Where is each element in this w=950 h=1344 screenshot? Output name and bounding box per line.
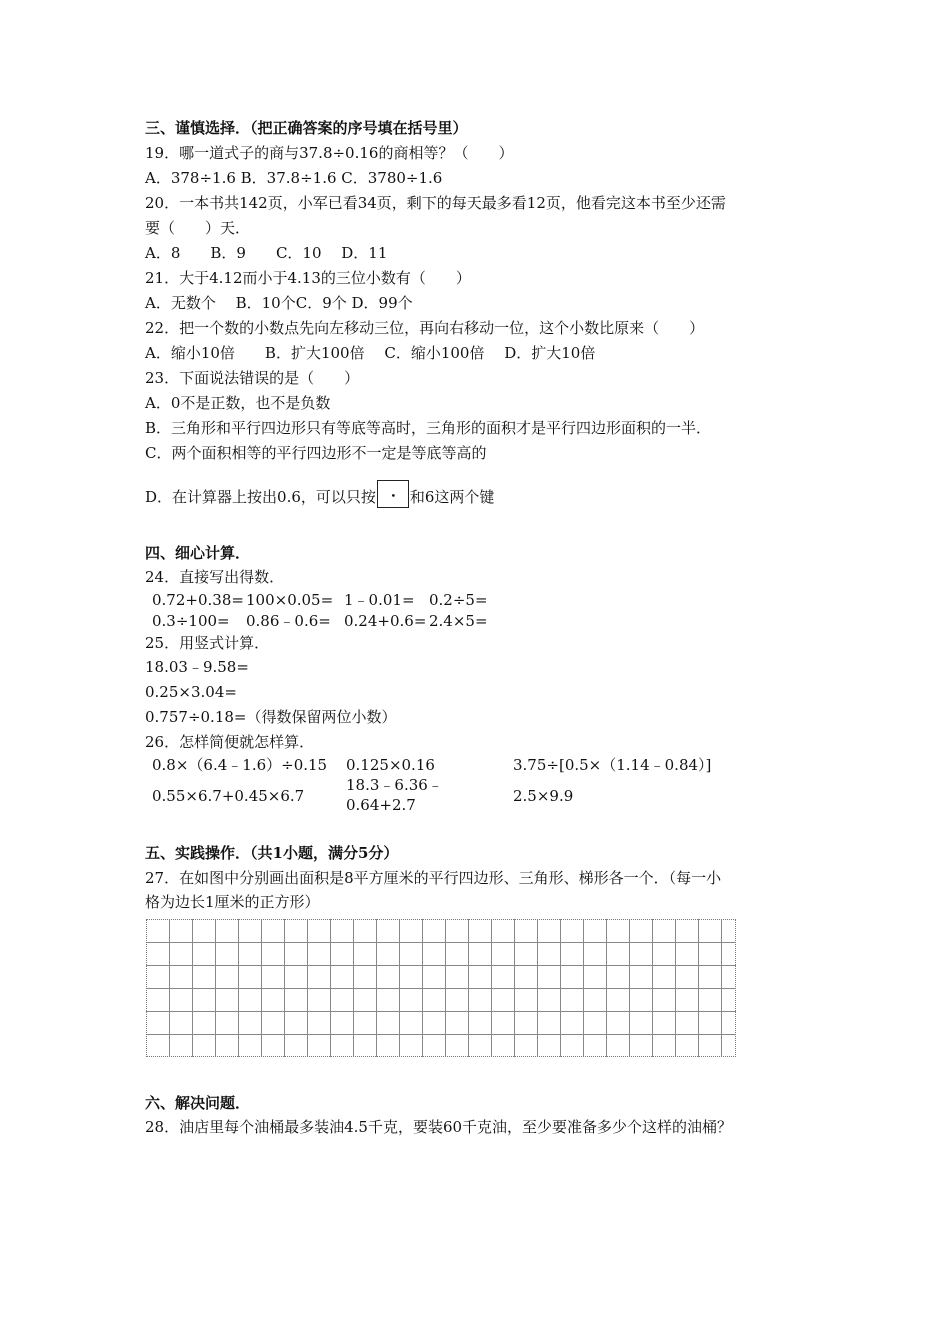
q24-item: 0.2÷5= bbox=[429, 591, 488, 609]
section-6-heading: 六、解决问题． bbox=[145, 1094, 251, 1112]
q25-item-1: 18.03﹣9.58= bbox=[145, 658, 249, 676]
question-23: 23．下面说法错误的是（ ） bbox=[145, 369, 360, 387]
section-5-heading: 五、实践操作．（共1小题，满分5分） bbox=[145, 844, 399, 862]
q24-item: 2.4×5= bbox=[429, 612, 488, 630]
q26-item: 3.75÷[0.5×（1.14﹣0.84）] bbox=[513, 756, 712, 774]
question-19: 19．哪一道式子的商与37.8÷0.16的商相等？（ ） bbox=[145, 144, 514, 162]
section-3-heading: 三、谨慎选择．（把正确答案的序号填在括号里） bbox=[145, 119, 468, 137]
q24-item: 100×0.05= bbox=[246, 591, 334, 609]
q26-item: 2.5×9.9 bbox=[513, 787, 574, 805]
question-23-option-d bbox=[145, 480, 494, 508]
question-23-option-c: C．两个面积相等的平行四边形不一定是等底等高的 bbox=[145, 444, 487, 462]
question-20-line2: 要（ ）天． bbox=[145, 219, 251, 237]
question-22: 22．把一个数的小数点先向左移动三位，再向右移动一位，这个小数比原来（ ） bbox=[145, 319, 705, 337]
question-23-option-a: A．0不是正数，也不是负数 bbox=[145, 394, 331, 412]
question-27-line1: 27．在如图中分别画出面积是8平方厘米的平行四边形、三角形、梯形各一个．（每一小 bbox=[145, 869, 722, 887]
q24-item: 0.24+0.6= bbox=[344, 612, 427, 630]
q26-item: 0.64+2.7 bbox=[346, 796, 416, 814]
q26-item: 0.125×0.16 bbox=[346, 756, 435, 774]
q24-item: 0.72+0.38= bbox=[152, 591, 244, 609]
q25-item-3: 0.757÷0.18=（得数保留两位小数） bbox=[145, 708, 397, 726]
q25-item-2: 0.25×3.04= bbox=[145, 683, 237, 701]
section-4-heading: 四、细心计算． bbox=[145, 544, 251, 562]
q26-item: 0.55×6.7+0.45×6.7 bbox=[152, 787, 305, 805]
question-19-options: A．378÷1.6 B．37.8÷1.6 C．3780÷1.6 bbox=[145, 169, 443, 187]
question-22-options: A．缩小10倍 B．扩大100倍 C．缩小100倍 D．扩大10倍 bbox=[145, 344, 596, 362]
question-20-line1: 20．一本书共142页，小军已看34页，剩下的每天最多看12页，他看完这本书至少还需 bbox=[145, 194, 726, 212]
q24-item: 0.3÷100= bbox=[152, 612, 230, 630]
question-26: 26．怎样简便就怎样算． bbox=[145, 733, 315, 751]
question-21-options: A．无数个 B．10个C．9个 D．99个 bbox=[145, 294, 413, 312]
question-28: 28．油店里每个油桶最多装油4.5千克，要装60千克油，至少要准备多少个这样的油桶？ bbox=[145, 1118, 733, 1136]
option-d-text: D．在计算器上按出0.6，可以只按 bbox=[145, 488, 376, 506]
option-d-text-end: 和6这两个键 bbox=[409, 488, 495, 506]
q26-item: 0.8×（6.4﹣1.6）÷0.15 bbox=[152, 756, 328, 774]
question-20-options: A．8 B．9 C．10 D．11 bbox=[145, 244, 388, 262]
question-27-line2: 格为边长1厘米的正方形） bbox=[145, 893, 320, 911]
question-21: 21．大于4.12而小于4.13的三位小数有（ ） bbox=[145, 269, 471, 287]
decimal-key-label: ． bbox=[390, 481, 407, 500]
drawing-grid bbox=[146, 919, 736, 1057]
q26-item: 18.3﹣6.36﹣ bbox=[346, 776, 443, 794]
question-23-option-b: B．三角形和平行四边形只有等底等高时，三角形的面积才是平行四边形面积的一半． bbox=[145, 419, 712, 437]
q24-item: 1﹣0.01= bbox=[344, 591, 415, 609]
q24-item: 0.86﹣0.6= bbox=[246, 612, 331, 630]
question-25: 25．用竖式计算． bbox=[145, 634, 270, 652]
decimal-key-icon bbox=[377, 480, 409, 508]
question-24: 24．直接写出得数． bbox=[145, 568, 285, 586]
